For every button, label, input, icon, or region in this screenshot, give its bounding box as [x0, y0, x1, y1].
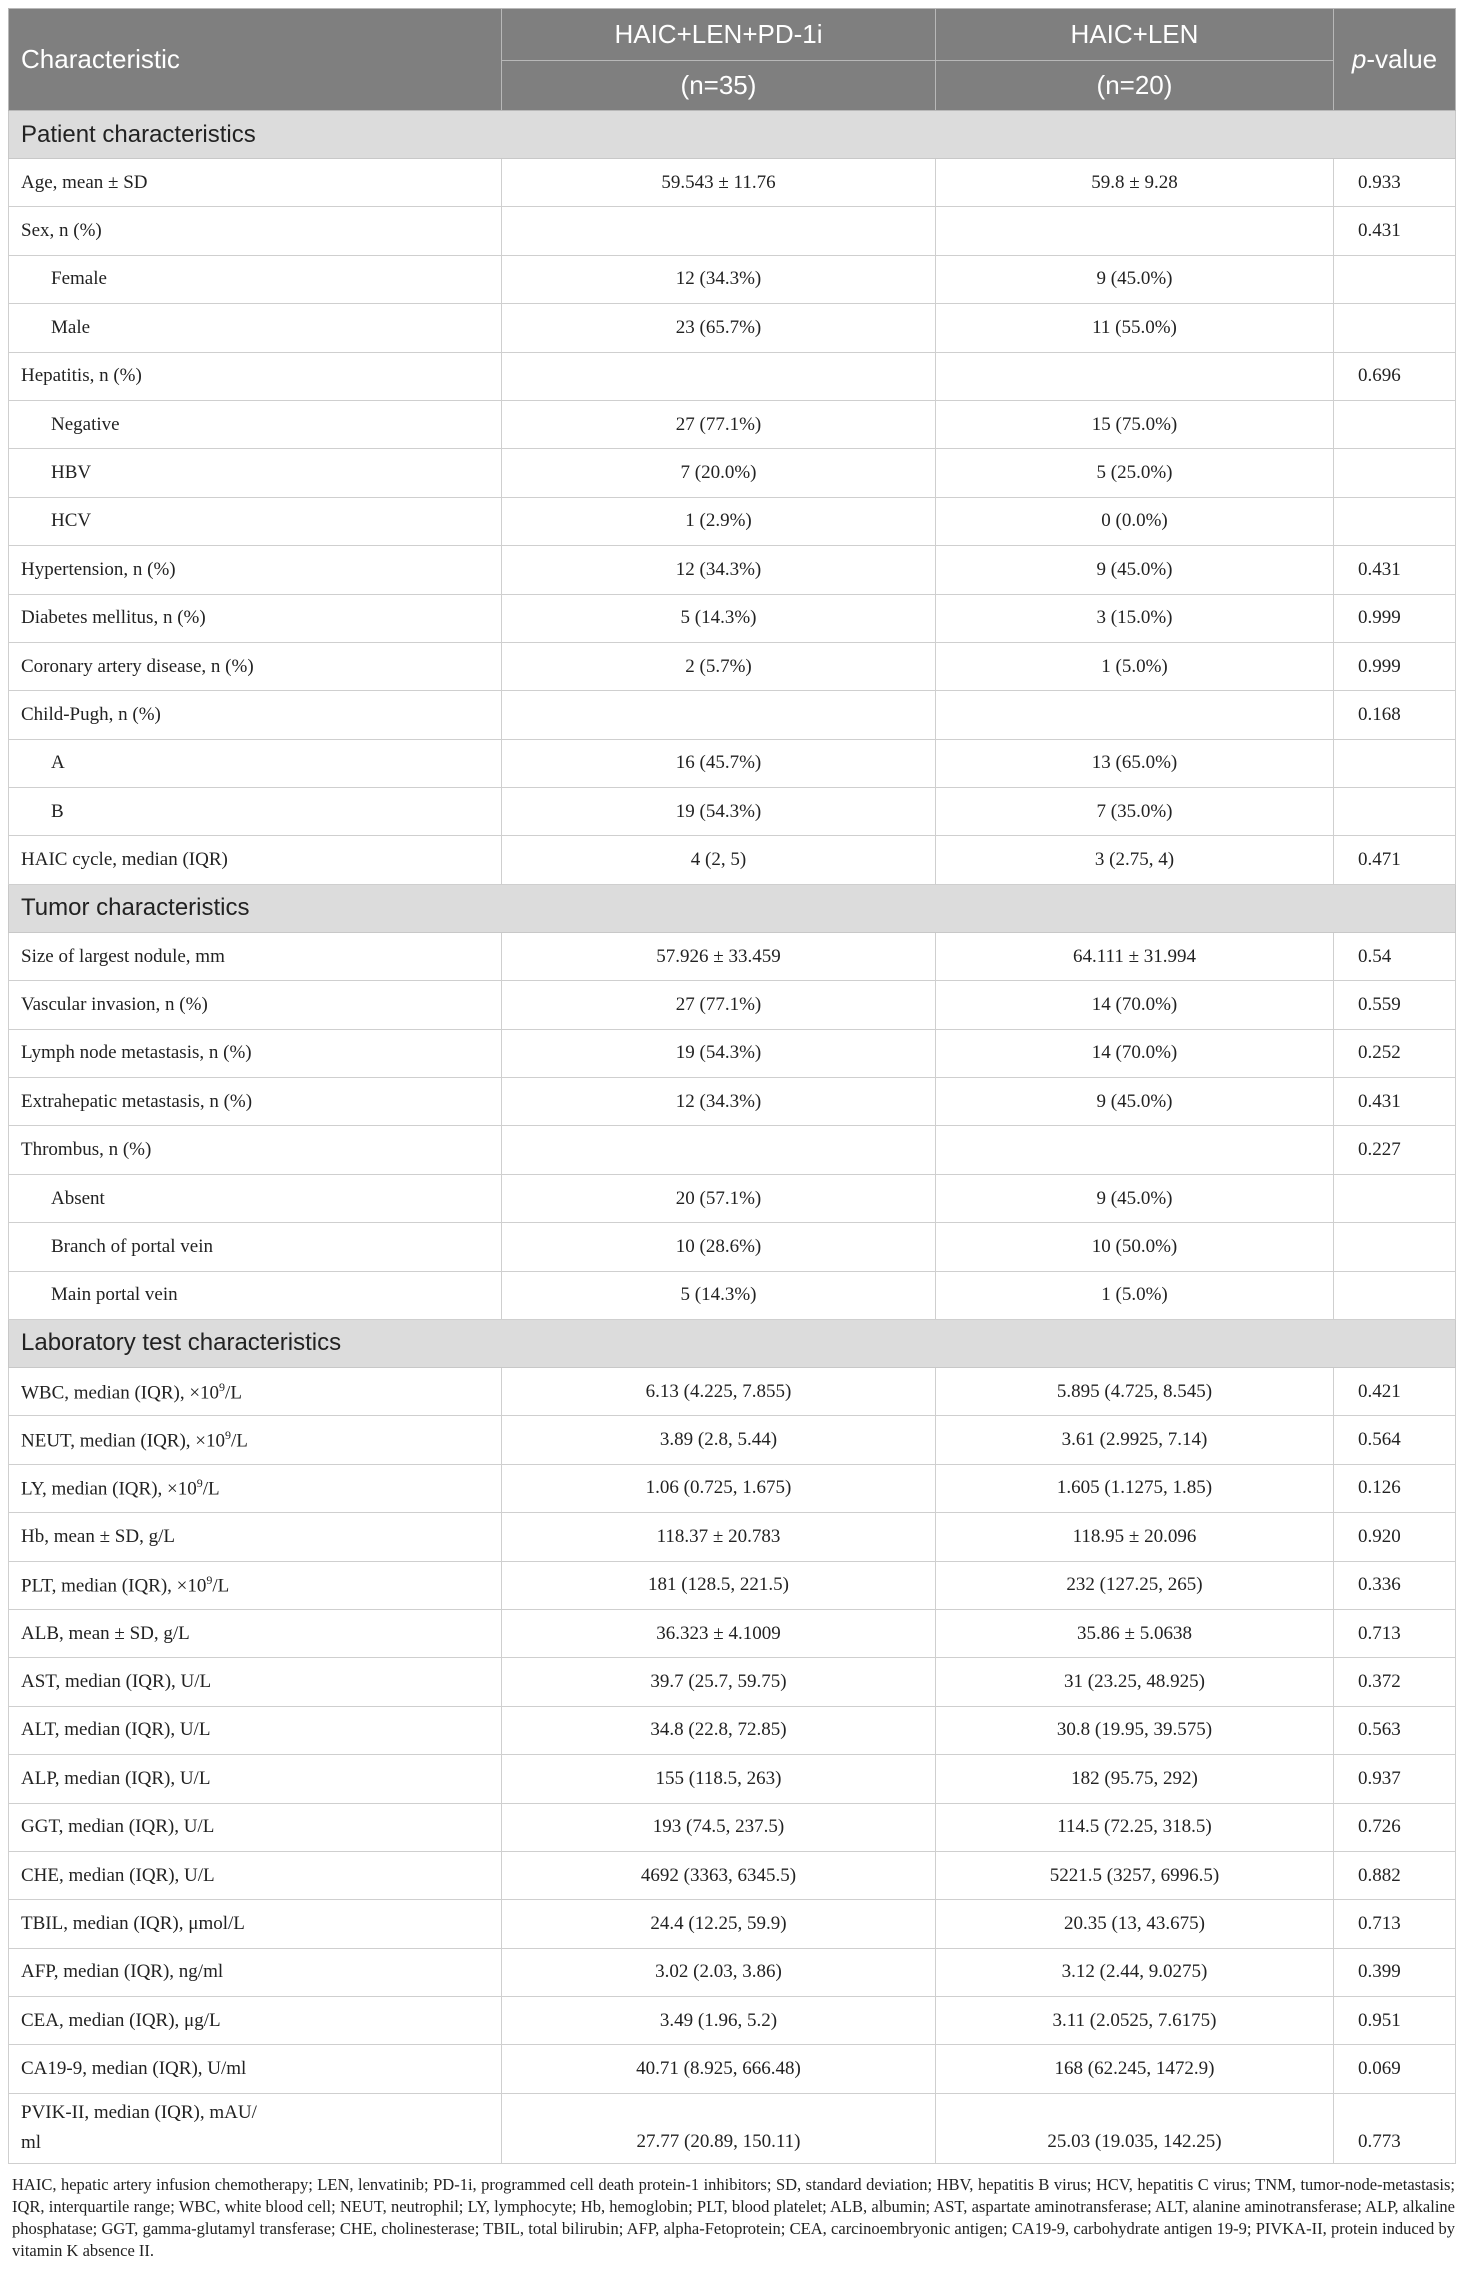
group2-value: 9 (45.0%) [936, 1174, 1334, 1222]
table-container [8, 8, 1455, 2262]
row-label [9, 255, 502, 303]
p-value [1334, 304, 1456, 352]
row-label [9, 981, 502, 1029]
row-label-text: Lymph node metastasis, n (%) [21, 1042, 252, 1064]
p-value: 0.920 [1334, 1513, 1456, 1561]
group2-value: 30.8 (19.95, 39.575) [936, 1706, 1334, 1754]
group2-value: 3.12 (2.44, 9.0275) [936, 1948, 1334, 1996]
table-row [9, 2045, 1456, 2093]
p-value: 0.563 [1334, 1706, 1456, 1754]
group1-value: 155 (118.5, 263) [502, 1755, 936, 1803]
header-characteristic: Characteristic [9, 9, 502, 111]
row-label-unit: /L [202, 1478, 220, 1500]
group2-value: 3 (15.0%) [936, 594, 1334, 642]
p-value [1334, 739, 1456, 787]
table-row [9, 1658, 1456, 1706]
row-label [9, 1078, 502, 1126]
row-label-text: Male [51, 316, 91, 338]
row-label-text: Sex, n (%) [21, 220, 102, 242]
table-row [9, 1609, 1456, 1657]
group2-value: 25.03 (19.035, 142.25) [936, 2093, 1334, 2163]
group1-value: 12 (34.3%) [502, 1078, 936, 1126]
section-title: Tumor characteristics [9, 884, 1456, 932]
row-label [9, 159, 502, 207]
row-label [9, 788, 502, 836]
table-row [9, 255, 1456, 303]
table-row [9, 1997, 1456, 2045]
group1-value: 6.13 (4.225, 7.855) [502, 1367, 936, 1415]
row-label [9, 1997, 502, 2045]
group2-value: 11 (55.0%) [936, 304, 1334, 352]
p-value: 0.999 [1334, 642, 1456, 690]
row-label-text: Hb, mean ± SD, g/L [21, 1525, 175, 1547]
table-row [9, 1900, 1456, 1948]
table-row [9, 1706, 1456, 1754]
row-label-superscript: 9 [196, 1476, 203, 1491]
row-label-continuation: ml [21, 2132, 42, 2154]
group2-value: 1.605 (1.1275, 1.85) [936, 1464, 1334, 1512]
row-label-unit: /L [225, 1381, 242, 1403]
p-value [1334, 788, 1456, 836]
p-value: 0.696 [1334, 352, 1456, 400]
p-value: 0.54 [1334, 932, 1456, 980]
group2-value: 9 (45.0%) [936, 1078, 1334, 1126]
group2-value: 7 (35.0%) [936, 788, 1334, 836]
group1-value: 39.7 (25.7, 59.75) [502, 1658, 936, 1706]
table-row [9, 1513, 1456, 1561]
row-label [9, 2045, 502, 2093]
p-value: 0.227 [1334, 1126, 1456, 1174]
table-row [9, 207, 1456, 255]
p-value: 0.372 [1334, 1658, 1456, 1706]
p-value: 0.336 [1334, 1561, 1456, 1609]
table-row [9, 836, 1456, 884]
row-label [9, 1126, 502, 1174]
row-label-text: Size of largest nodule, mm [21, 945, 225, 967]
row-label-text: TBIL, median (IQR), μmol/L [21, 1912, 245, 1934]
group1-value [502, 1126, 936, 1174]
row-label-text: ALT, median (IQR), U/L [21, 1719, 211, 1741]
p-value: 0.252 [1334, 1029, 1456, 1077]
group1-value: 118.37 ± 20.783 [502, 1513, 936, 1561]
p-value: 0.999 [1334, 594, 1456, 642]
row-label-text: CA19-9, median (IQR), U/ml [21, 2058, 247, 2080]
row-label-text: B [51, 800, 64, 822]
group1-value: 12 (34.3%) [502, 255, 936, 303]
table-row [9, 1029, 1456, 1077]
header-pvalue-p: p [1351, 44, 1367, 74]
group2-value: 0 (0.0%) [936, 497, 1334, 545]
group1-value: 27 (77.1%) [502, 981, 936, 1029]
table-row [9, 1367, 1456, 1415]
table-row [9, 1561, 1456, 1609]
table-row [9, 304, 1456, 352]
section-title: Laboratory test characteristics [9, 1319, 1456, 1367]
header-group2-name: HAIC+LEN [936, 9, 1334, 61]
p-value: 0.168 [1334, 691, 1456, 739]
table-header [9, 9, 1456, 111]
group1-value: 16 (45.7%) [502, 739, 936, 787]
row-label-text: CEA, median (IQR), μg/L [21, 2009, 221, 2031]
group2-value: 59.8 ± 9.28 [936, 159, 1334, 207]
table-row [9, 691, 1456, 739]
p-value: 0.069 [1334, 2045, 1456, 2093]
p-value: 0.421 [1334, 1367, 1456, 1415]
p-value: 0.399 [1334, 1948, 1456, 1996]
table-row [9, 497, 1456, 545]
row-label-text: AFP, median (IQR), ng/ml [21, 1961, 224, 1983]
group2-value: 232 (127.25, 265) [936, 1561, 1334, 1609]
group1-value: 2 (5.7%) [502, 642, 936, 690]
header-pvalue-rest: -value [1366, 44, 1438, 74]
row-label-text: Vascular invasion, n (%) [21, 993, 208, 1015]
group2-value: 5 (25.0%) [936, 449, 1334, 497]
row-label-text: Hepatitis, n (%) [21, 365, 142, 387]
table-row [9, 932, 1456, 980]
group2-value: 5.895 (4.725, 8.545) [936, 1367, 1334, 1415]
row-label-unit: /L [212, 1575, 230, 1597]
group1-value: 7 (20.0%) [502, 449, 936, 497]
p-value [1334, 449, 1456, 497]
group1-value: 4 (2, 5) [502, 836, 936, 884]
row-label-text: Thrombus, n (%) [21, 1139, 152, 1161]
row-label [9, 1900, 502, 1948]
row-label-text: Main portal vein [51, 1284, 178, 1306]
group1-value: 57.926 ± 33.459 [502, 932, 936, 980]
table-row [9, 2093, 1456, 2163]
row-label-text: NEUT, median (IQR), ×10 [21, 1430, 226, 1452]
p-value: 0.564 [1334, 1416, 1456, 1464]
p-value: 0.933 [1334, 159, 1456, 207]
section-header-row [9, 1319, 1456, 1367]
row-label-superscript: 9 [225, 1427, 232, 1442]
group2-value: 1 (5.0%) [936, 642, 1334, 690]
table-row [9, 400, 1456, 448]
table-row [9, 642, 1456, 690]
group2-value: 9 (45.0%) [936, 255, 1334, 303]
group2-value: 20.35 (13, 43.675) [936, 1900, 1334, 1948]
row-label-text: Branch of portal vein [51, 1235, 213, 1257]
row-label-unit: /L [231, 1430, 248, 1452]
group1-value: 1.06 (0.725, 1.675) [502, 1464, 936, 1512]
table-row [9, 1126, 1456, 1174]
group1-value: 19 (54.3%) [502, 1029, 936, 1077]
row-label [9, 1029, 502, 1077]
row-label [9, 739, 502, 787]
p-value [1334, 400, 1456, 448]
row-label-superscript: 9 [206, 1573, 213, 1588]
row-label [9, 304, 502, 352]
group1-value: 40.71 (8.925, 666.48) [502, 2045, 936, 2093]
p-value: 0.126 [1334, 1464, 1456, 1512]
row-label-superscript: 9 [219, 1379, 226, 1394]
row-label-text: HCV [51, 510, 92, 532]
section-header-row [9, 111, 1456, 159]
group1-value [502, 691, 936, 739]
table-row [9, 159, 1456, 207]
table-footnote: HAIC, hepatic artery infusion chemotherapy; LEN, lenvatinib; PD-1i, programmed cell death protein-1 inhibitors; SD, standard deviation; HBV, hepatitis B virus; HCV, hepatitis C virus; TNM, tumor-node-metastasis; IQR, interquartile range; WBC, white blood cell; NEUT, neutrophil; LY, lymphocyte; Hb, hemoglobin; PLT, blood platelet; ALB, albumin; AST, aspartate aminotransferase; ALT, alanine aminotransferase; ALP, alkaline phosphatase; GGT, gamma-glutamyl transferase; CHE, cholinesterase; TBIL, total bilirubin; AFP, alpha-Fetoprotein; CEA, carcinoembryonic antigen; CA19-9, carbohydrate antigen 19-9; PIVKA-II, protein induced by vitamin K absence II. [12, 2174, 1455, 2260]
row-label [9, 836, 502, 884]
table-row [9, 1416, 1456, 1464]
p-value: 0.882 [1334, 1851, 1456, 1899]
group2-value: 182 (95.75, 292) [936, 1755, 1334, 1803]
table-row [9, 1803, 1456, 1851]
row-label [9, 1464, 502, 1512]
group1-value: 10 (28.6%) [502, 1223, 936, 1271]
table-row [9, 546, 1456, 594]
row-label [9, 1271, 502, 1319]
row-label-text: WBC, median (IQR), ×10 [21, 1381, 220, 1403]
group1-value: 12 (34.3%) [502, 546, 936, 594]
group1-value: 1 (2.9%) [502, 497, 936, 545]
table-row [9, 788, 1456, 836]
table-row [9, 739, 1456, 787]
p-value: 0.726 [1334, 1803, 1456, 1851]
p-value: 0.431 [1334, 546, 1456, 594]
group1-value: 59.543 ± 11.76 [502, 159, 936, 207]
group1-value: 5 (14.3%) [502, 594, 936, 642]
table-row [9, 1271, 1456, 1319]
row-label-text: Diabetes mellitus, n (%) [21, 607, 206, 629]
group2-value [936, 1126, 1334, 1174]
group1-value: 3.89 (2.8, 5.44) [502, 1416, 936, 1464]
section-header-row [9, 884, 1456, 932]
p-value [1334, 1223, 1456, 1271]
group1-value: 3.02 (2.03, 3.86) [502, 1948, 936, 1996]
row-label-text: Hypertension, n (%) [21, 558, 176, 580]
row-label-text: HBV [51, 462, 92, 484]
group2-value: 3.61 (2.9925, 7.14) [936, 1416, 1334, 1464]
row-label [9, 691, 502, 739]
row-label-text: CHE, median (IQR), U/L [21, 1864, 215, 1886]
p-value: 0.713 [1334, 1900, 1456, 1948]
header-group2-n: (n=20) [936, 61, 1334, 111]
table-row [9, 1174, 1456, 1222]
p-value: 0.713 [1334, 1609, 1456, 1657]
table-row [9, 1078, 1456, 1126]
table-row [9, 449, 1456, 497]
row-label [9, 1755, 502, 1803]
group2-value: 13 (65.0%) [936, 739, 1334, 787]
row-label [9, 546, 502, 594]
row-label [9, 352, 502, 400]
group2-value: 9 (45.0%) [936, 546, 1334, 594]
group2-value [936, 352, 1334, 400]
row-label-text: Child-Pugh, n (%) [21, 703, 161, 725]
row-label [9, 1367, 502, 1415]
row-label-text: Negative [51, 413, 120, 435]
group1-value: 24.4 (12.25, 59.9) [502, 1900, 936, 1948]
group2-value [936, 207, 1334, 255]
row-label [9, 497, 502, 545]
row-label [9, 207, 502, 255]
row-label [9, 400, 502, 448]
p-value [1334, 255, 1456, 303]
header-pvalue [1334, 9, 1456, 111]
row-label [9, 1223, 502, 1271]
row-label-text: Extrahepatic metastasis, n (%) [21, 1090, 253, 1112]
row-label [9, 1513, 502, 1561]
group1-value: 34.8 (22.8, 72.85) [502, 1706, 936, 1754]
group2-value: 118.95 ± 20.096 [936, 1513, 1334, 1561]
group2-value: 31 (23.25, 48.925) [936, 1658, 1334, 1706]
row-label [9, 1948, 502, 1996]
row-label-text: Female [51, 268, 107, 290]
row-label [9, 1416, 502, 1464]
row-label [9, 1609, 502, 1657]
p-value: 0.431 [1334, 1078, 1456, 1126]
group2-value: 14 (70.0%) [936, 981, 1334, 1029]
section-title: Patient characteristics [9, 111, 1456, 159]
row-label-text: GGT, median (IQR), U/L [21, 1816, 215, 1838]
group2-value: 35.86 ± 5.0638 [936, 1609, 1334, 1657]
row-label-text: Absent [51, 1187, 105, 1209]
row-label [9, 1561, 502, 1609]
group1-value: 193 (74.5, 237.5) [502, 1803, 936, 1851]
table-row [9, 1223, 1456, 1271]
group1-value: 4692 (3363, 6345.5) [502, 1851, 936, 1899]
p-value [1334, 1271, 1456, 1319]
group2-value [936, 691, 1334, 739]
group1-value: 27.77 (20.89, 150.11) [502, 2093, 936, 2163]
group2-value: 5221.5 (3257, 6996.5) [936, 1851, 1334, 1899]
row-label [9, 932, 502, 980]
row-label-text: LY, median (IQR), ×10 [21, 1478, 197, 1500]
characteristics-table [8, 8, 1456, 2164]
p-value [1334, 497, 1456, 545]
table-row [9, 1948, 1456, 1996]
group1-value: 27 (77.1%) [502, 400, 936, 448]
row-label [9, 1851, 502, 1899]
table-row [9, 1851, 1456, 1899]
row-label [9, 2093, 502, 2163]
table-row [9, 981, 1456, 1029]
row-label-text: ALP, median (IQR), U/L [21, 1767, 211, 1789]
table-row [9, 352, 1456, 400]
group2-value: 168 (62.245, 1472.9) [936, 2045, 1334, 2093]
table-row [9, 1464, 1456, 1512]
group1-value: 181 (128.5, 221.5) [502, 1561, 936, 1609]
group1-value: 36.323 ± 4.1009 [502, 1609, 936, 1657]
row-label [9, 642, 502, 690]
header-group1-name: HAIC+LEN+PD-1i [502, 9, 936, 61]
row-label-text: PLT, median (IQR), ×10 [21, 1575, 207, 1597]
group1-value: 5 (14.3%) [502, 1271, 936, 1319]
p-value: 0.951 [1334, 1997, 1456, 2045]
p-value: 0.431 [1334, 207, 1456, 255]
row-label [9, 449, 502, 497]
p-value: 0.471 [1334, 836, 1456, 884]
group2-value: 3 (2.75, 4) [936, 836, 1334, 884]
row-label-text: Coronary artery disease, n (%) [21, 655, 254, 677]
row-label [9, 594, 502, 642]
row-label [9, 1803, 502, 1851]
row-label-text: HAIC cycle, median (IQR) [21, 849, 228, 871]
row-label [9, 1174, 502, 1222]
header-group1-n: (n=35) [502, 61, 936, 111]
group1-value [502, 207, 936, 255]
group2-value: 15 (75.0%) [936, 400, 1334, 448]
group1-value: 19 (54.3%) [502, 788, 936, 836]
group2-value: 1 (5.0%) [936, 1271, 1334, 1319]
group1-value: 3.49 (1.96, 5.2) [502, 1997, 936, 2045]
group2-value: 10 (50.0%) [936, 1223, 1334, 1271]
group1-value: 23 (65.7%) [502, 304, 936, 352]
group2-value: 14 (70.0%) [936, 1029, 1334, 1077]
row-label-text: AST, median (IQR), U/L [21, 1671, 212, 1693]
p-value [1334, 1174, 1456, 1222]
group2-value: 114.5 (72.25, 318.5) [936, 1803, 1334, 1851]
row-label [9, 1658, 502, 1706]
group2-value: 64.111 ± 31.994 [936, 932, 1334, 980]
table-body [9, 111, 1456, 2164]
row-label-text: PVIK-II, median (IQR), mAU/ [21, 2102, 257, 2124]
group2-value: 3.11 (2.0525, 7.6175) [936, 1997, 1334, 2045]
p-value: 0.559 [1334, 981, 1456, 1029]
table-row [9, 594, 1456, 642]
table-row [9, 1755, 1456, 1803]
p-value: 0.937 [1334, 1755, 1456, 1803]
row-label [9, 1706, 502, 1754]
group1-value: 20 (57.1%) [502, 1174, 936, 1222]
row-label-text: Age, mean ± SD [21, 171, 148, 193]
row-label-text: A [51, 752, 65, 774]
p-value: 0.773 [1334, 2093, 1456, 2163]
row-label-text: ALB, mean ± SD, g/L [21, 1622, 190, 1644]
group1-value [502, 352, 936, 400]
